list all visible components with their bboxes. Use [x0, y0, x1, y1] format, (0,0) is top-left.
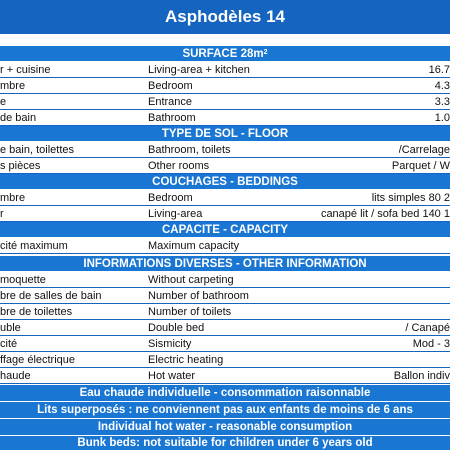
row-fr-label: moquette	[0, 274, 46, 286]
row-en-label: Maximum capacity	[148, 240, 240, 252]
row-en-label: Bedroom	[148, 192, 193, 204]
row-en-label: Bathroom, toilets	[148, 144, 231, 156]
note-line: Lits superposés : ne conviennent pas aux enfants de moins de 6 ans	[0, 402, 450, 419]
section-header-surface	[0, 46, 450, 62]
row-value: 4.3	[434, 80, 450, 92]
row-fr-label: bre de toilettes	[0, 306, 73, 318]
section-header-label: SURFACE 28m	[182, 47, 264, 60]
row-fr-label: ffage électrique	[0, 354, 76, 366]
row-en-label: Sismicity	[148, 338, 192, 350]
table-row	[0, 336, 450, 352]
row-fr-label: cité maximum	[0, 240, 68, 252]
section-header-label: CAPACITE - CAPACITY	[161, 223, 289, 236]
table-row	[0, 190, 450, 206]
row-en-label: Double bed	[148, 322, 205, 334]
row-value: 16.7	[428, 64, 450, 76]
row-fr-label: s pièces	[0, 160, 41, 172]
table-row	[0, 238, 450, 254]
row-en-label: Hot water	[148, 370, 196, 382]
table-row	[0, 304, 450, 320]
row-fr-label: r + cuisine	[0, 64, 51, 76]
row-en-label: Bedroom	[148, 80, 193, 92]
row-value: 3.3	[434, 96, 450, 108]
section-header-floor	[0, 126, 450, 142]
row-value: 3 - Mod	[412, 338, 450, 350]
note-line: Individual hot water - reasonable consumption	[0, 419, 450, 436]
section-header-beddings	[0, 174, 450, 190]
row-en-label: Living-area	[148, 208, 203, 220]
row-en-label: Bathroom	[148, 112, 196, 124]
section-header-label: INFORMATIONS DIVERSES - OTHER INFORMATION	[83, 257, 367, 270]
row-value: 1 canapé lit / sofa bed 140	[320, 208, 450, 220]
row-value: Carrelage/	[398, 144, 450, 156]
row-en-label: Without carpeting	[148, 274, 234, 286]
row-value: 2 lits simples 80	[371, 192, 450, 204]
row-en-label: Number of toilets	[148, 306, 232, 318]
row-fr-label: e	[0, 96, 7, 108]
table-row	[0, 110, 450, 126]
table-row	[0, 94, 450, 110]
row-value: Ballon indiv	[393, 370, 450, 382]
row-value: 1.0	[434, 112, 450, 124]
table-row	[0, 320, 450, 336]
row-en-label: Electric heating	[148, 354, 224, 366]
table-row	[0, 352, 450, 368]
section-header-label: COUCHAGES - BEDDINGS	[152, 175, 298, 188]
section-header-label: TYPE DE SOL - FLOOR	[161, 127, 289, 140]
row-fr-label: bre de salles de bain	[0, 290, 102, 302]
page-title: Asphodèles 14	[0, 0, 450, 35]
row-fr-label: e bain, toilettes	[0, 144, 74, 156]
row-en-label: Entrance	[148, 96, 193, 108]
row-en-label: Number of bathroom	[148, 290, 249, 302]
row-fr-label: r	[0, 208, 4, 220]
row-fr-label: mbre	[0, 192, 26, 204]
row-fr-label: cité	[0, 338, 18, 350]
row-value: Parquet / W	[391, 160, 450, 172]
table-row	[0, 78, 450, 94]
note-line: Eau chaude individuelle - consommation raisonnable	[0, 385, 450, 402]
table-row	[0, 368, 450, 384]
row-value: Canapé /	[405, 322, 450, 334]
table-row	[0, 142, 450, 158]
table-row	[0, 288, 450, 304]
table-row	[0, 158, 450, 174]
row-en-label: Living-area + kitchen	[148, 64, 250, 76]
section-header-capacity	[0, 222, 450, 238]
table-row	[0, 206, 450, 222]
row-fr-label: de bain	[0, 112, 37, 124]
section-header-info	[0, 256, 450, 272]
row-fr-label: mbre	[0, 80, 26, 92]
table-row	[0, 272, 450, 288]
row-fr-label: uble	[0, 322, 21, 334]
note-line: Bunk beds: not suitable for children under 6 years old	[0, 436, 450, 450]
row-fr-label: haude	[0, 370, 31, 382]
row-en-label: Other rooms	[148, 160, 210, 172]
superscript: 2	[263, 49, 268, 56]
table-row	[0, 62, 450, 78]
